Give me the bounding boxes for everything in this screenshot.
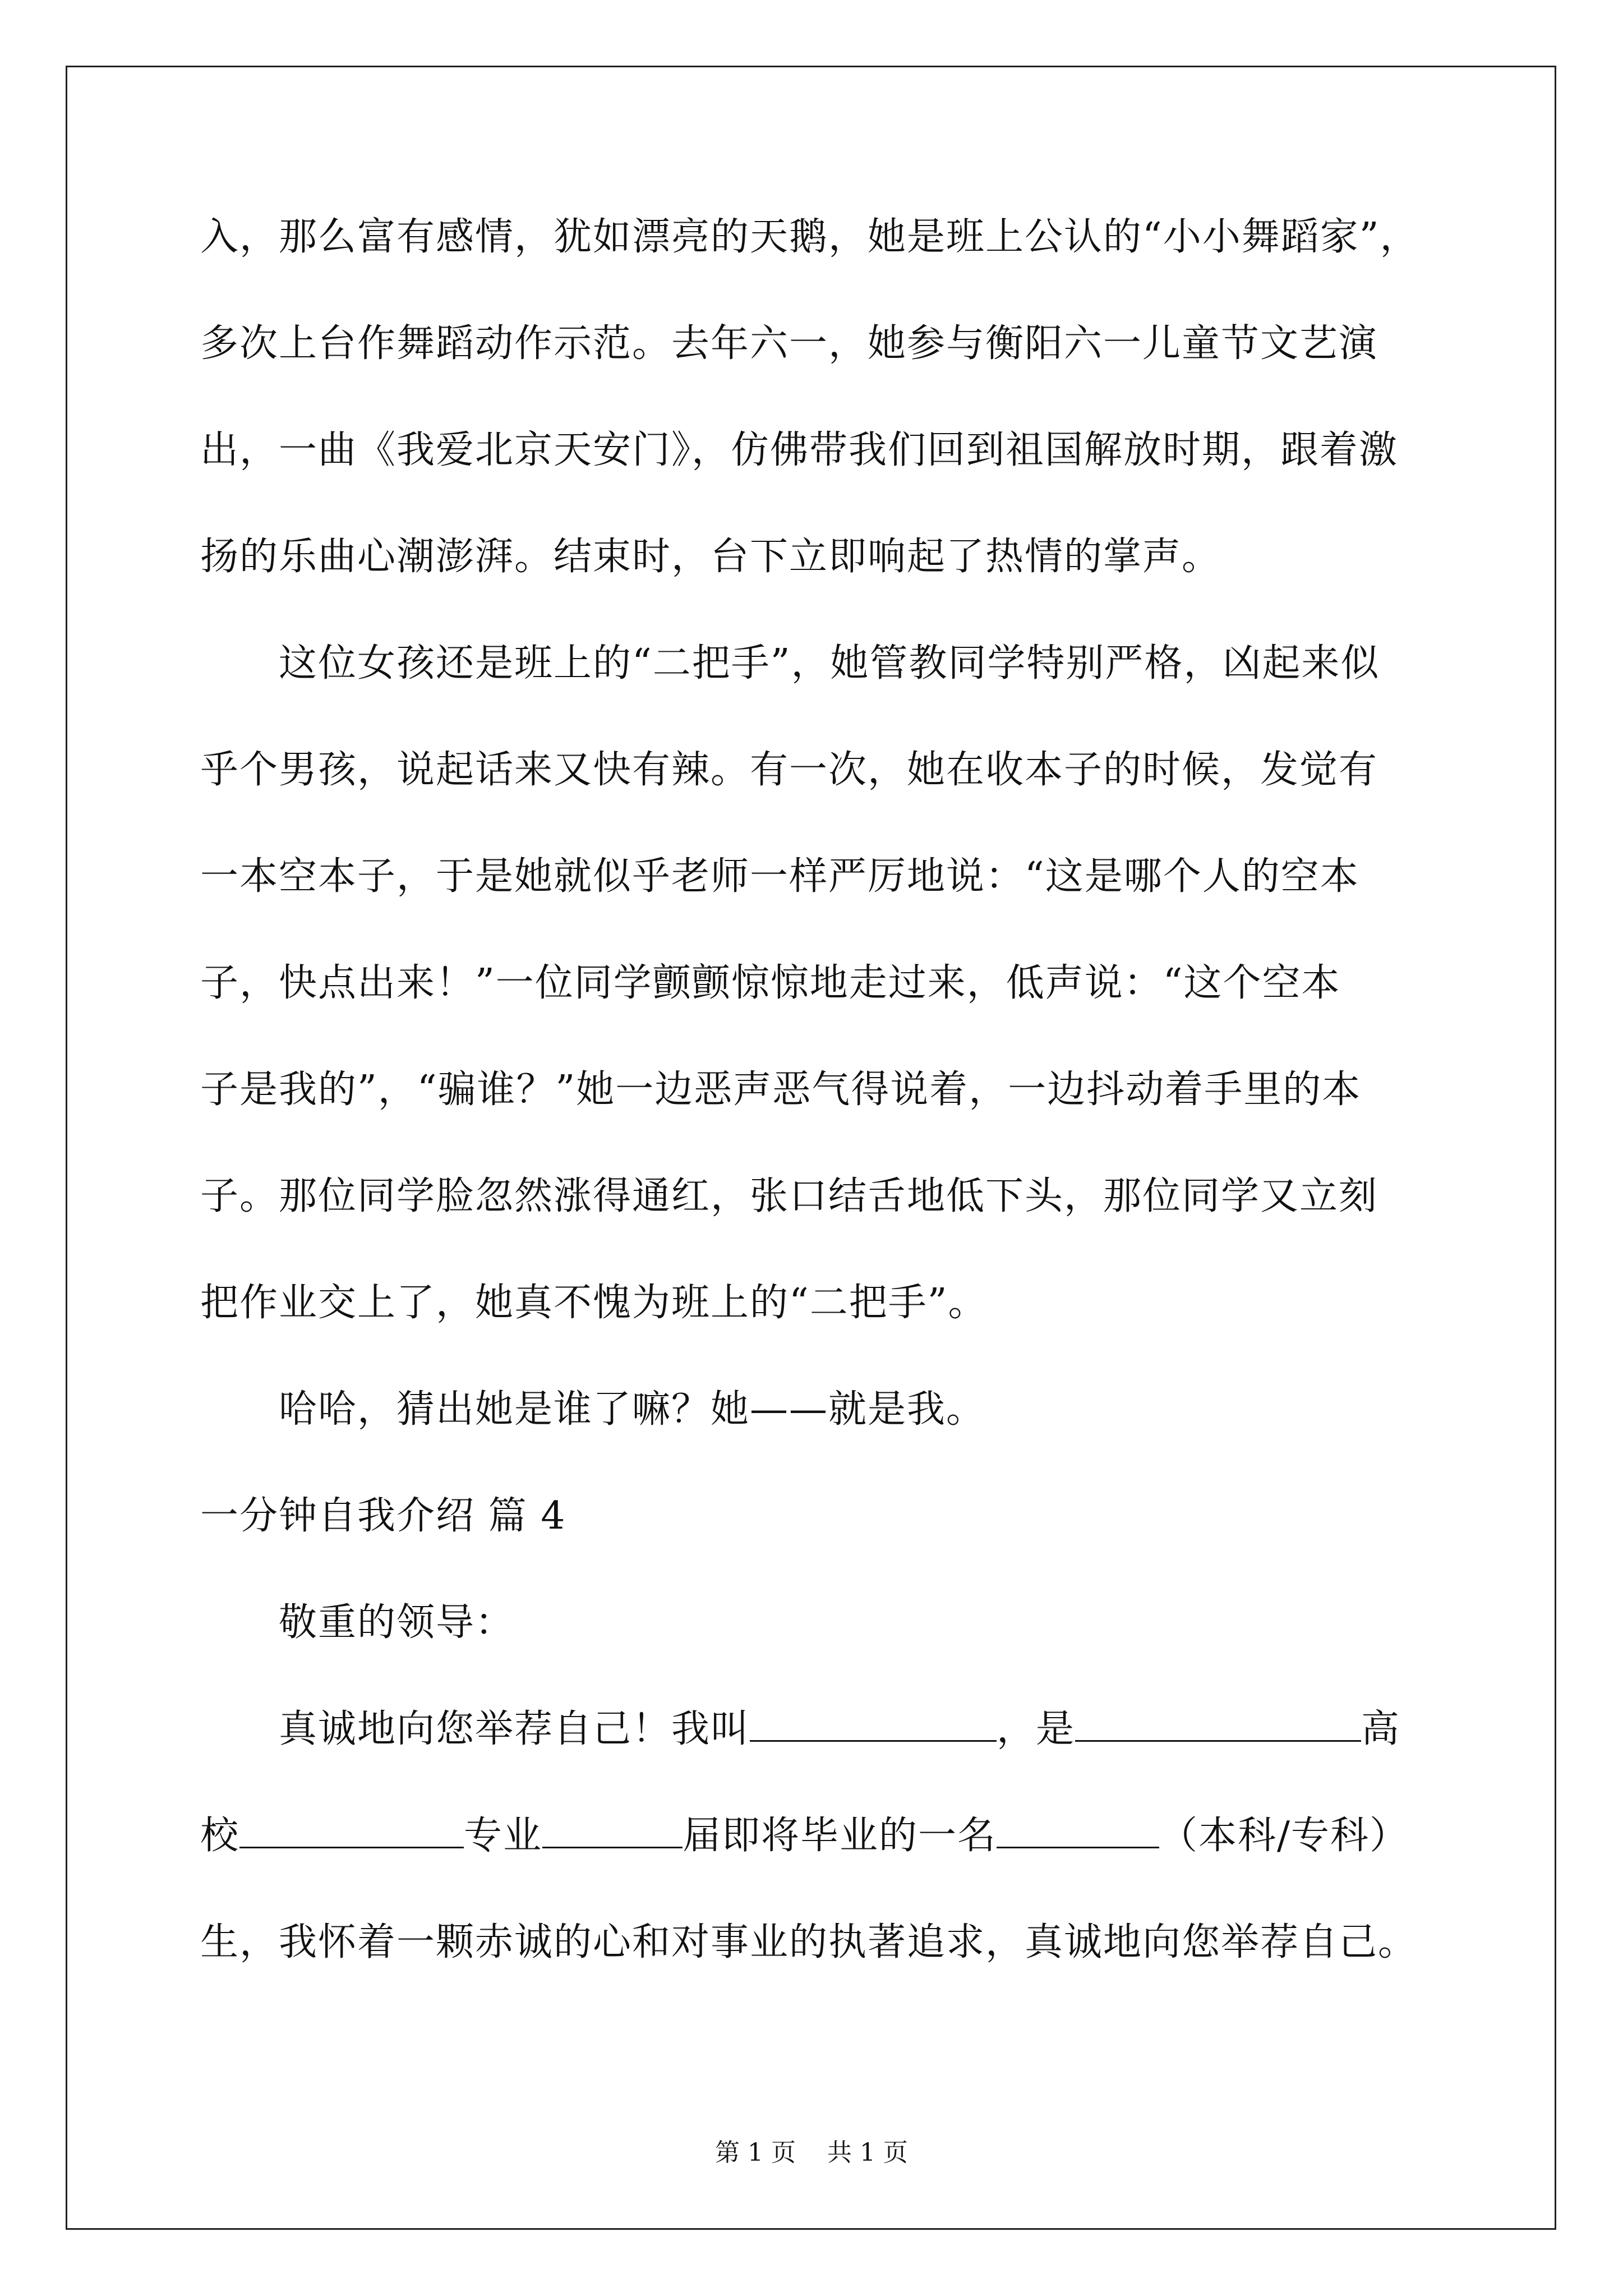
text-line: 出，一曲《我爱北京天安门》，仿佛带我们回到祖国解放时期，跟着激: [200, 428, 1399, 472]
text-line: 把作业交上了，她真不愧为班上的“二把手”。: [200, 1281, 988, 1325]
text-line: 子是我的”，“骗谁？”她一边恶声恶气得说着，一边抖动着手里的本: [200, 1068, 1362, 1112]
text-line: 生，我怀着一颗赤诚的心和对事业的执著追求，真诚地向您举荐自己。: [200, 1920, 1418, 1964]
text-line: 入，那么富有感情，犹如漂亮的天鹅，她是班上公认的“小小舞蹈家”，: [200, 215, 1419, 259]
text-line: 乎个男孩，说起话来又快有辣。有一次，她在收本子的时候，发觉有: [200, 748, 1378, 792]
text-line-with-blanks: [200, 1811, 1434, 1861]
text-segment: 专业: [464, 1814, 543, 1858]
text-line: 一本空本子，于是她就似乎老师一样严厉地说：“这是哪个人的空本: [200, 854, 1359, 899]
text-line: 扬的乐曲心潮澎湃。结束时，台下立即响起了热情的掌声。: [200, 535, 1221, 579]
text-segment: 届即将毕业的一名: [683, 1814, 997, 1858]
text-line: 这位女孩还是班上的“二把手”，她管教同学特别严格，凶起来似: [279, 641, 1380, 685]
page-frame: [66, 66, 1556, 2230]
text-segment: 真诚地向您举荐自己！我叫: [279, 1707, 750, 1751]
text-line: 子。那位同学脸忽然涨得通红，张口结舌地低下头，那位同学又立刻: [200, 1174, 1378, 1218]
text-segment: （本科/专科）: [1159, 1814, 1409, 1858]
salutation: 敬重的领导：: [279, 1600, 515, 1645]
text-segment: 高: [1361, 1707, 1401, 1751]
text-segment: 校: [200, 1814, 240, 1858]
page-footer: 第 1 页 共 1 页: [715, 2138, 908, 2167]
text-line: 哈哈，猜出她是谁了嘛？她——就是我。: [279, 1387, 986, 1432]
text-line: 子，快点出来！”一位同学颤颤惊惊地走过来，低声说：“这个空本: [200, 961, 1341, 1005]
degree-blank: [997, 1812, 1159, 1848]
text-line: 多次上台作舞蹈动作示范。去年六一，她参与衡阳六一儿童节文艺演: [200, 321, 1378, 366]
name-blank: [750, 1705, 997, 1742]
year-blank: [542, 1812, 683, 1848]
text-line-with-blanks: [279, 1704, 1434, 1755]
text-segment: ，是: [997, 1707, 1076, 1751]
section-heading: 一分钟自我介绍 篇 4: [200, 1494, 566, 1538]
major-blank: [239, 1812, 464, 1848]
school-blank: [1075, 1705, 1361, 1742]
